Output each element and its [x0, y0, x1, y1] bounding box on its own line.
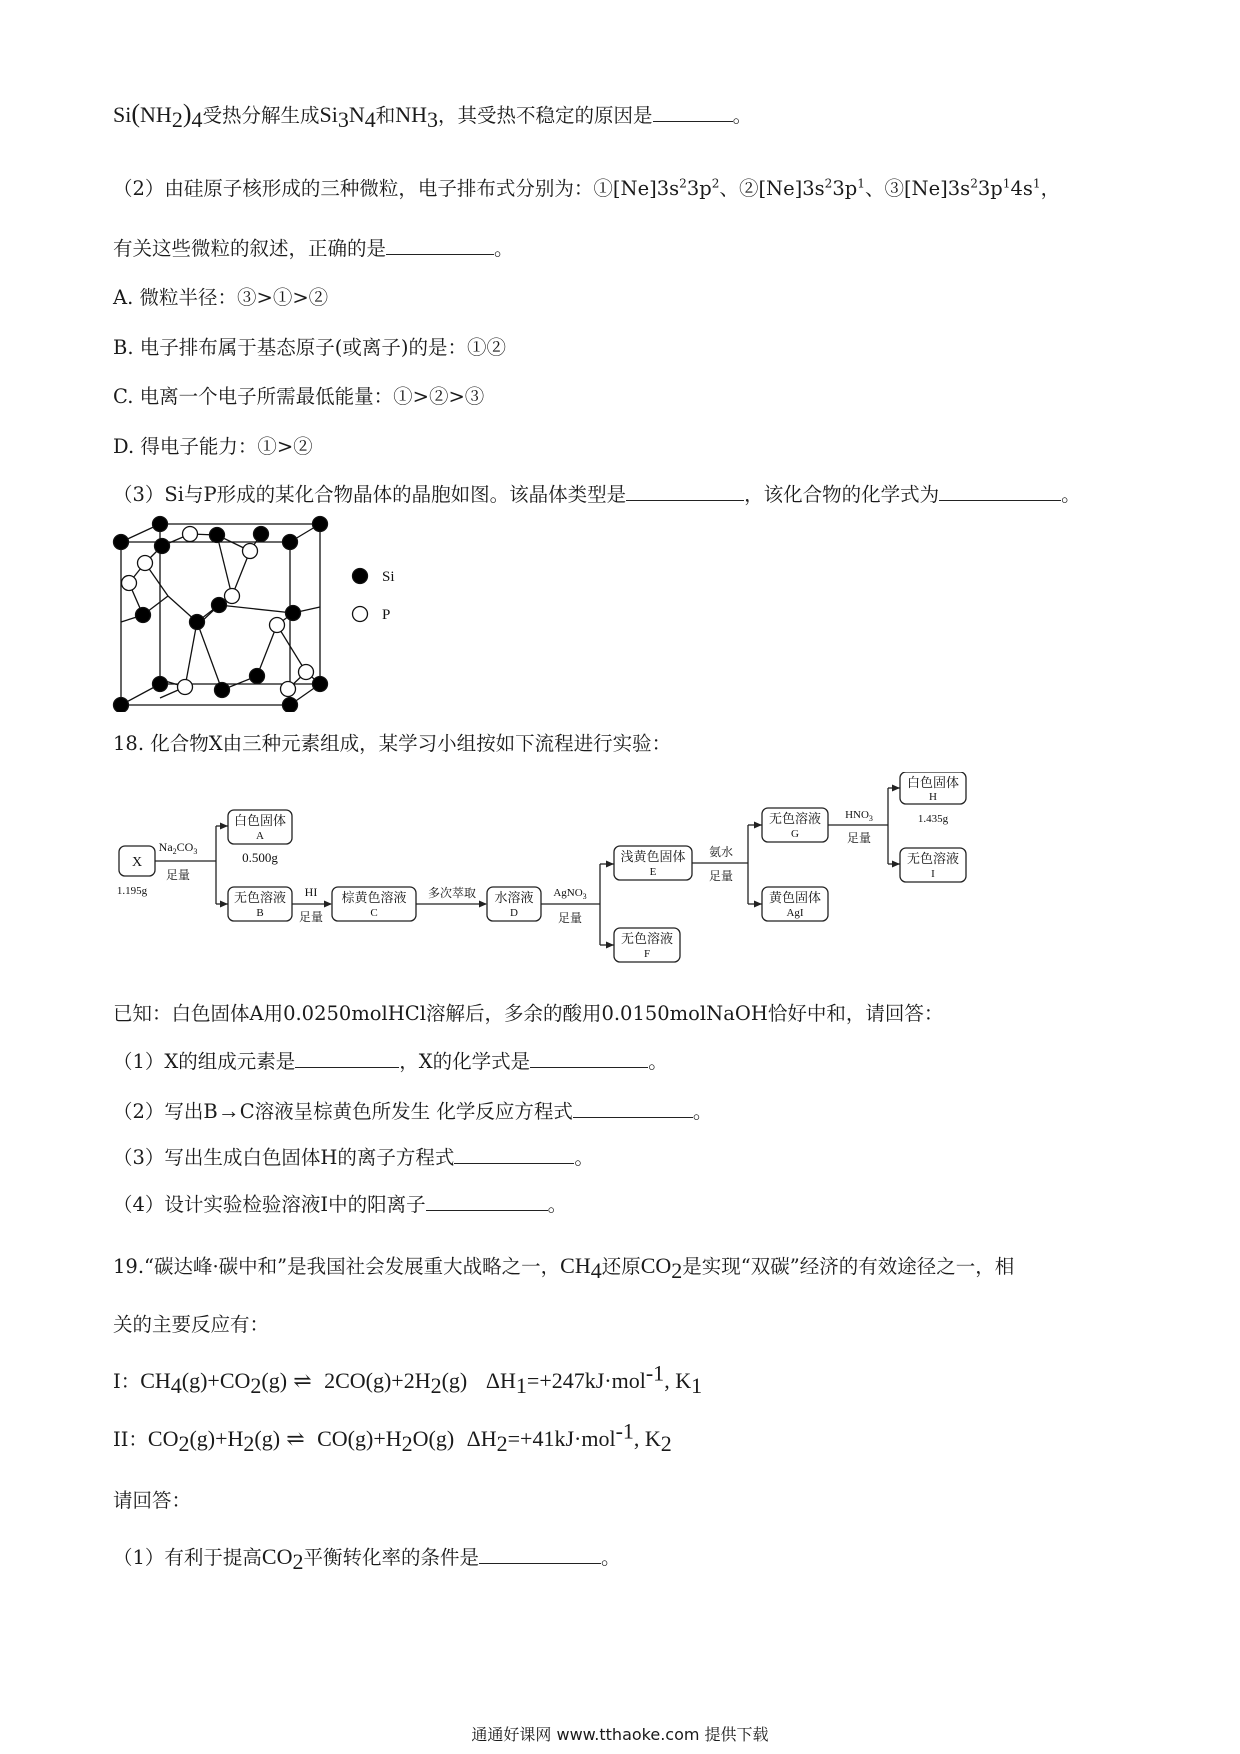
q18-known: 已知：白色固体A用0.0250molHCl溶解后，多余的酸用0.0150molNaOH恰好中和，请回答：	[113, 1002, 944, 1025]
equilibrium-arrow: ⇌	[286, 1426, 305, 1451]
a-mass: 0.500g	[242, 850, 278, 865]
box-h-line2: H	[929, 791, 937, 803]
equilibrium-arrow: ⇌	[293, 1368, 312, 1393]
box-a-line1: 白色固体	[233, 813, 287, 828]
q19-line1: 19.“碳达峰·碳中和”是我国社会发展重大战略之一，$CH_4$还原$CO_2$是实现“双碳”经济的有效途径之一，相	[113, 1253, 1015, 1283]
si-atom	[313, 517, 328, 532]
legend-p-marker	[353, 607, 368, 622]
box-g-line2: G	[791, 828, 799, 840]
si-atom	[155, 539, 170, 554]
reagent-amount: 足量	[298, 910, 324, 924]
legend-si-marker	[353, 569, 368, 584]
box-g-line1: 无色溶液	[768, 811, 822, 826]
reaction-2: II：$CO_2(g)+H_2(g)$ ⇌ $CO(g)+H_2O(g)$ $\Delta H_2=+41kJ\cdot mol^{-1}$, $K_2$	[113, 1418, 672, 1456]
p-atom	[243, 544, 258, 559]
si-atom	[283, 698, 298, 713]
box-a-line2: A	[256, 830, 264, 842]
box-agi-line1: 黄色固体	[768, 890, 822, 905]
box-b-line1: 无色溶液	[233, 890, 287, 905]
p-atom	[225, 589, 240, 604]
answer-blank[interactable]	[530, 1066, 648, 1068]
answer-blank[interactable]	[626, 499, 744, 501]
answer-blank[interactable]	[386, 253, 494, 255]
q18-sub2: （2）写出B→C溶液呈棕黄色所发生 化学反应方程式 。	[113, 1098, 713, 1123]
p-atom	[183, 527, 198, 542]
si-atom	[114, 698, 129, 713]
x-mass: 1.195g	[116, 885, 148, 897]
box-c-line1: 棕黄色溶液	[341, 890, 407, 905]
q18-sub3: （3）写出生成白色固体H的离子方程式 。	[113, 1146, 594, 1169]
p-atom	[178, 680, 193, 695]
experiment-flowchart	[112, 772, 982, 982]
box-e-line1: 浅黄色固体	[620, 849, 686, 864]
answer-blank[interactable]	[573, 1116, 693, 1118]
q19-ask: 请回答：	[113, 1489, 192, 1512]
box-c-line2: C	[370, 907, 378, 919]
reagent-amount: 足量	[557, 911, 583, 925]
na2co3-reagent: $Na_2CO_3$	[158, 840, 198, 856]
h-mass: 1.435g	[917, 813, 949, 825]
x-label: X	[131, 855, 143, 870]
si-atom	[313, 677, 328, 692]
q19-sub1: （1）有利于提高$CO_2$平衡转化率的条件是 。	[113, 1544, 621, 1574]
crystal-cell-diagram	[100, 512, 430, 712]
si-atom	[136, 608, 151, 623]
si-atom	[254, 527, 269, 542]
extract-step: 多次萃取	[427, 886, 477, 900]
legend-si-label: Si	[382, 569, 395, 585]
option-b: B. 电子排布属于基态原子(或离子)的是：①②	[113, 336, 506, 359]
reagent-amount: 足量	[708, 869, 734, 883]
hno3-reagent: $HNO_3$	[845, 809, 873, 823]
box-f-line2: F	[643, 948, 651, 960]
box-d-line2: D	[510, 907, 518, 919]
answer-blank[interactable]	[653, 120, 733, 122]
p-atom	[138, 556, 153, 571]
ammonia-reagent: 氨水	[708, 845, 734, 859]
option-c: C. 电离一个电子所需最低能量：①>②>③	[113, 385, 485, 408]
q19-line2: 关的主要反应有：	[113, 1313, 270, 1336]
box-b-line2: B	[256, 907, 264, 919]
q17-line-si-nh2: $Si(NH_2)_4$受热分解生成$Si_3N_4$和$NH_3$，其受热不稳定的原因是 。	[113, 99, 753, 132]
answer-blank[interactable]	[939, 499, 1061, 501]
si-atom	[215, 683, 230, 698]
page-footer: 通通好课网 www.tthaoke.com 提供下载	[471, 1725, 769, 1744]
si-atom	[210, 528, 225, 543]
p-atom	[299, 665, 314, 680]
p-atom	[281, 682, 296, 697]
q18-intro: 18. 化合物X由三种元素组成，某学习小组按如下流程进行实验：	[113, 732, 672, 755]
box-h-line1: 白色固体	[906, 775, 960, 790]
reagent-amount: 足量	[165, 868, 191, 882]
si-atom	[153, 517, 168, 532]
si-atom	[190, 615, 205, 630]
box-f-line1: 无色溶液	[620, 931, 674, 946]
box-i-line1: 无色溶液	[906, 851, 960, 866]
si-atom	[283, 535, 298, 550]
reagent-amount: 足量	[846, 831, 872, 845]
q17-part2-line2: 有关这些微粒的叙述，正确的是 。	[113, 237, 514, 260]
si-atom	[250, 669, 265, 684]
answer-blank[interactable]	[426, 1209, 548, 1211]
option-d: D. 得电子能力：①>②	[113, 435, 313, 458]
q17-part2-line1: （2）由硅原子核形成的三种微粒，电子排布式分别为：$①[Ne]3s^23p^2$、$②[Ne]3s^23p^1$、$③[Ne]3s^23p^14s^1$，	[113, 176, 1061, 200]
box-e-line2: E	[649, 866, 657, 878]
p-atom	[270, 618, 285, 633]
p-atom	[122, 576, 137, 591]
agno3-reagent: AgNO$_3$	[553, 887, 587, 901]
answer-blank[interactable]	[454, 1162, 574, 1164]
q18-sub1: （1）X的组成元素是 ，X的化学式是 。	[113, 1050, 668, 1073]
answer-blank[interactable]	[479, 1562, 601, 1564]
si-atom	[286, 606, 301, 621]
option-a: A. 微粒半径：③>①>②	[113, 286, 329, 309]
reaction-1: I：$CH_4(g)+CO_2(g)$ ⇌ $2CO(g)+2H_2(g)$ $\Delta H_1=+247kJ\cdot mol^{-1}$, $K_1$	[113, 1360, 703, 1398]
si-atom	[212, 598, 227, 613]
si-atom	[114, 535, 129, 550]
si-atom	[153, 677, 168, 692]
q18-sub4: （4）设计实验检验溶液I中的阳离子 。	[113, 1193, 568, 1216]
legend-p-label: P	[382, 607, 391, 623]
box-i-line2: I	[931, 868, 935, 880]
hi-reagent: HI	[304, 885, 318, 899]
box-agi-line2: AgI	[786, 907, 804, 919]
answer-blank[interactable]	[295, 1066, 399, 1068]
box-d-line1: 水溶液	[494, 890, 534, 905]
q17-part3-line: （3）Si与P形成的某化合物晶体的晶胞如图。该晶体类型是 ，该化合物的化学式为 。	[113, 483, 1081, 506]
